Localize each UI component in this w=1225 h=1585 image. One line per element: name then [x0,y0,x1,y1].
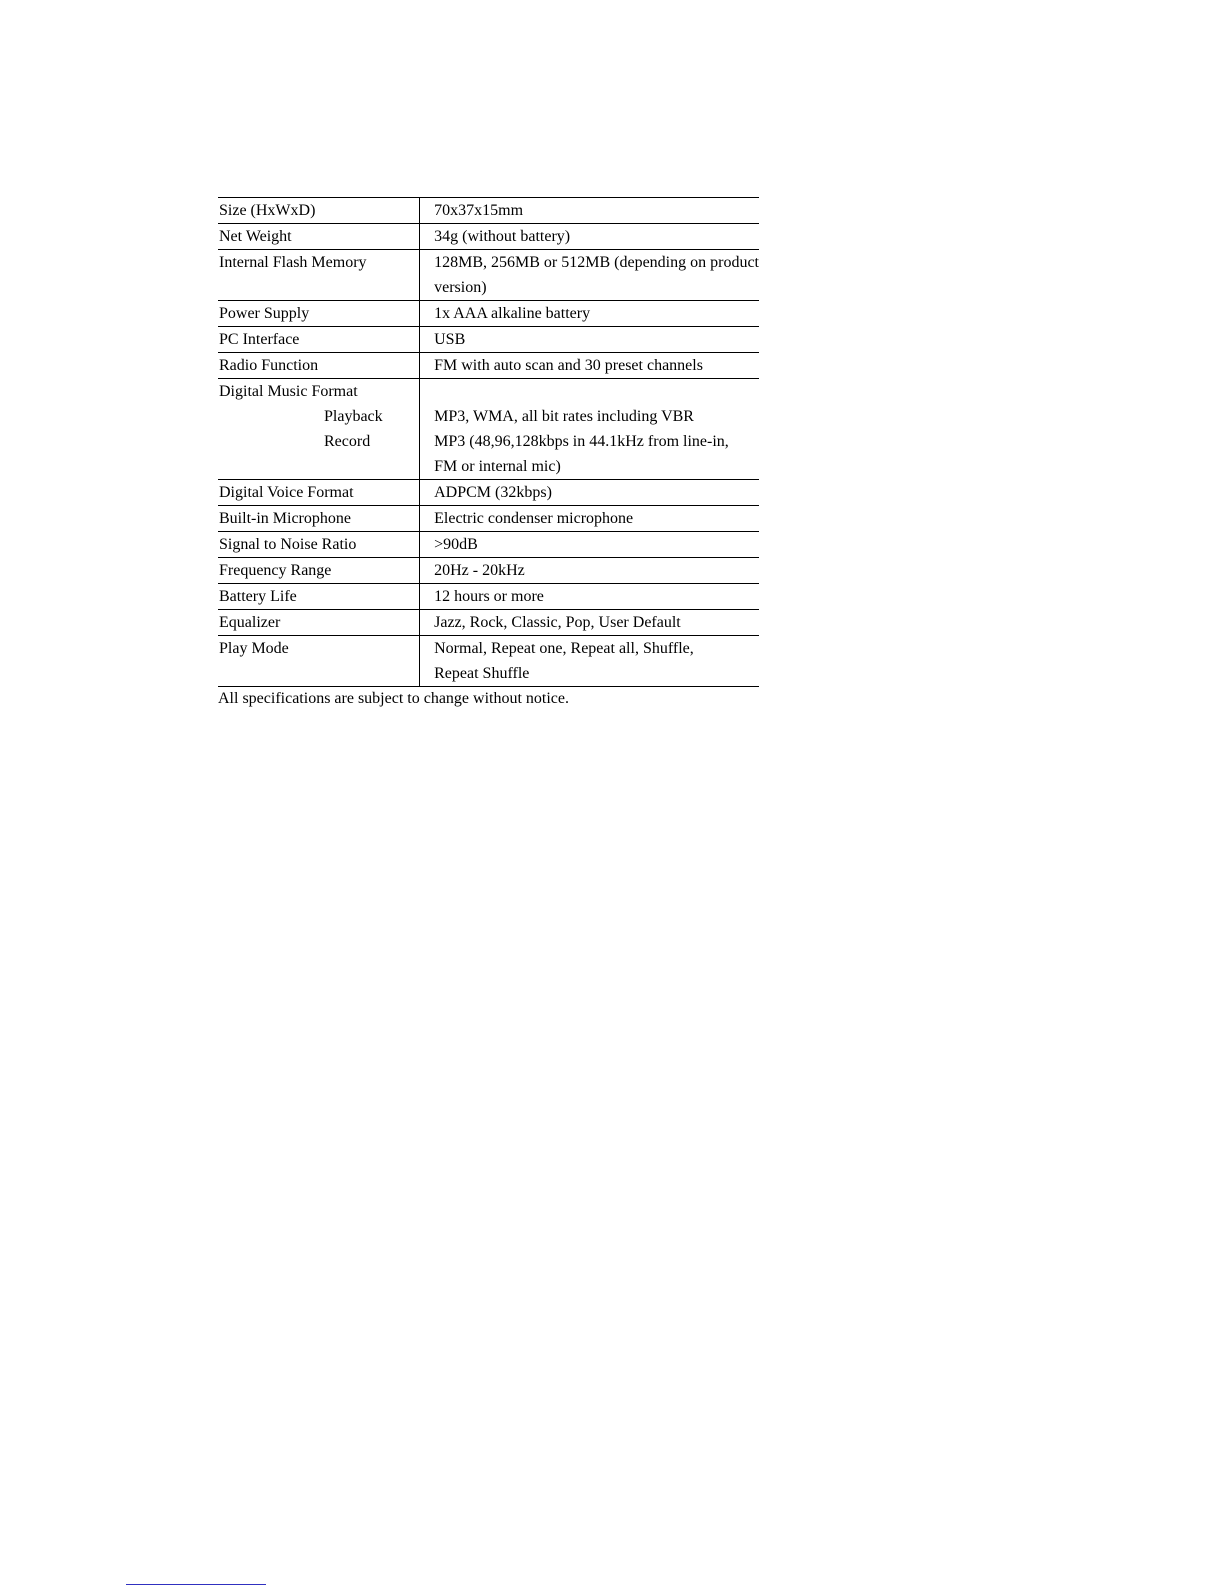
spec-label: Frequency Range [218,558,420,584]
table-row [218,198,759,224]
table-row [218,301,759,327]
spec-label: Size (HxWxD) [218,198,420,224]
spec-label: Digital Music Format [219,383,358,400]
spec-sublabel: Record [218,429,420,480]
spec-label: PC Interface [218,327,420,353]
spec-value: 1x AAA alkaline battery [420,301,759,327]
spec-value: USB [420,327,759,353]
spec-value: ADPCM (32kbps) [420,480,759,506]
table-row [218,558,759,584]
table-row [218,327,759,353]
spec-value-line: Repeat Shuffle [434,665,530,682]
spec-value-line: version) [434,279,487,296]
spec-value: 70x37x15mm [420,198,759,224]
table-row [218,429,759,480]
spec-value-line: FM or internal mic) [434,458,561,475]
spec-label: Built-in Microphone [218,506,420,532]
spec-label: Play Mode [218,636,420,687]
spec-value [420,429,759,480]
table-row [218,224,759,250]
spec-value: Jazz, Rock, Classic, Pop, User Default [420,610,759,636]
table-row [218,480,759,506]
spec-value [420,636,759,687]
spec-value-line: MP3 (48,96,128kbps in 44.1kHz from line-in, [434,433,729,450]
spec-label: Power Supply [218,301,420,327]
spec-value [420,250,759,301]
spec-value-line: 128MB, 256MB or 512MB (depending on product [434,254,759,271]
spec-label: Radio Function [218,353,420,379]
spec-value: Electric condenser microphone [420,506,759,532]
spec-label: Internal Flash Memory [218,250,420,301]
spec-value [420,379,759,405]
spec-value: 34g (without battery) [420,224,759,250]
spec-label: Digital Voice Format [218,480,420,506]
spec-label: Battery Life [218,584,420,610]
spec-label: Equalizer [218,610,420,636]
spec-label: Net Weight [218,224,420,250]
spec-sublabel: Playback [324,408,383,425]
specifications-table [218,197,759,687]
table-row [218,532,759,558]
spec-value: 12 hours or more [420,584,759,610]
spec-value: MP3, WMA, all bit rates including VBR [420,404,759,429]
table-row [218,353,759,379]
disclaimer-footnote: All specifications are subject to change without notice. [218,690,569,707]
spec-value: FM with auto scan and 30 preset channels [420,353,759,379]
spec-label: Signal to Noise Ratio [218,532,420,558]
table-row [218,404,759,429]
table-row [218,506,759,532]
table-row [218,379,759,405]
table-row [218,250,759,301]
table-row [218,610,759,636]
table-row [218,584,759,610]
spec-value-line: Normal, Repeat one, Repeat all, Shuffle, [434,640,694,657]
table-row [218,636,759,687]
spec-value: >90dB [420,532,759,558]
spec-value: 20Hz - 20kHz [420,558,759,584]
